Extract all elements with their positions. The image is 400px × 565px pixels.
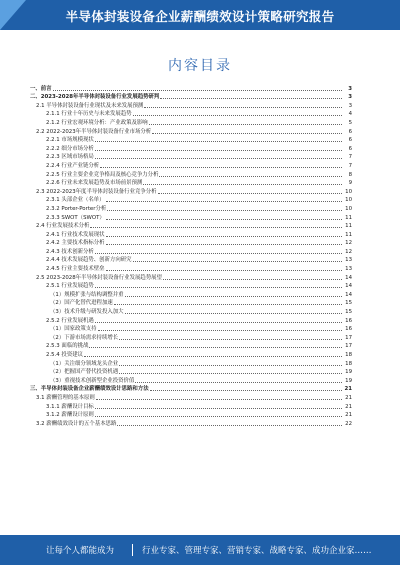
toc-entry[interactable]: [30, 110, 352, 119]
toc-entry[interactable]: [30, 393, 352, 402]
toc-entry-text: 2.4.4 技术发展趋势、创新方向研究: [46, 257, 132, 264]
report-title: 半导体封装设备企业薪酬绩效设计策略研究报告: [65, 9, 335, 24]
toc-leader-dots: [95, 322, 342, 323]
toc-page-number: 21: [345, 403, 352, 410]
toc-entry[interactable]: [30, 264, 352, 273]
toc-entry[interactable]: [30, 411, 352, 420]
toc-leader-dots: [135, 382, 342, 383]
toc-page-number: 19: [345, 377, 352, 384]
toc-page-number: 15: [345, 300, 352, 307]
toc-leader-dots: [95, 253, 342, 254]
toc-entry-text: 二、2023-2028年半导体封装设备行业发展趋势研判: [30, 94, 160, 101]
toc-entry-text: 2.5.2 行业发展机遇: [46, 317, 94, 324]
toc-leader-dots: [133, 261, 342, 262]
toc-entry-text: 2.4.2 主要技术指标分析: [46, 240, 105, 247]
toc-entry[interactable]: [30, 333, 352, 342]
toc-entry-text: 2.2.4 行业产业链分析: [46, 162, 100, 169]
toc-page-number: 13: [345, 266, 352, 273]
toc-page-number: 10: [345, 205, 352, 212]
toc-entry-text: 2.5.4 投资建议: [46, 352, 83, 358]
toc-entry[interactable]: [30, 290, 352, 299]
toc-entry[interactable]: [30, 187, 352, 196]
toc-leader-dots: [119, 339, 342, 340]
toc-entry[interactable]: [30, 101, 352, 110]
toc-page-number: 3: [348, 102, 352, 109]
toc-entry[interactable]: [30, 419, 352, 428]
toc-entry[interactable]: [30, 153, 352, 162]
header-banner: [0, 0, 400, 30]
toc-entry[interactable]: [30, 299, 352, 308]
toc-entry-text: 2.2.3 区域市场格局: [46, 154, 94, 161]
toc-page-number: 19: [345, 369, 352, 376]
toc-page-number: 18: [345, 352, 352, 358]
toc-page-number: 7: [348, 154, 352, 161]
toc-leader-dots: [96, 399, 342, 400]
toc-entry[interactable]: [30, 282, 352, 291]
toc-entry[interactable]: [30, 316, 352, 325]
toc-page-number: 5: [348, 119, 352, 126]
toc-page-number: 11: [345, 223, 352, 230]
toc-entry[interactable]: [30, 359, 352, 368]
toc-leader-dots: [90, 227, 342, 228]
toc-entry[interactable]: [30, 350, 352, 359]
toc-page-number: 16: [345, 317, 352, 324]
toc-page-number: 17: [345, 343, 352, 350]
toc-leader-dots: [150, 390, 342, 391]
toc-entry-text: 2.4.3 技术创新分析: [46, 248, 94, 255]
toc-page-number: 6: [348, 145, 352, 152]
toc-page-number: 9: [348, 180, 352, 187]
toc-entry-text: （1）关注细分领域龙头企业: [50, 360, 119, 367]
toc-leader-dots: [114, 304, 342, 305]
toc-entry-text: 2.2 2022-2023年半导体封装设备行业市场分析: [36, 128, 152, 135]
toc-page-number: 10: [345, 197, 352, 204]
toc-entry[interactable]: [30, 144, 352, 153]
toc-entry[interactable]: [30, 127, 352, 136]
footer-divider: [132, 544, 133, 556]
toc-leader-dots: [106, 270, 342, 271]
toc-page-number: 16: [345, 326, 352, 333]
toc-entry[interactable]: [30, 230, 352, 239]
toc-leader-dots: [95, 158, 342, 159]
table-of-contents: [30, 84, 352, 428]
toc-leader-dots: [95, 141, 342, 142]
toc-leader-dots: [95, 287, 342, 288]
toc-page-number: 14: [345, 274, 352, 281]
toc-leader-dots: [95, 416, 342, 417]
toc-leader-dots: [125, 296, 342, 297]
toc-entry[interactable]: [30, 368, 352, 377]
toc-entry[interactable]: [30, 239, 352, 248]
toc-page-number: 21: [345, 394, 352, 401]
toc-entry[interactable]: [30, 118, 352, 127]
toc-entry-text: 三、半导体封装设备企业薪酬绩效设计思路和方法: [30, 386, 149, 393]
toc-entry[interactable]: [30, 342, 352, 351]
toc-entry-text: 3.1.2 薪酬设计原则: [46, 412, 94, 419]
toc-leader-dots: [163, 279, 342, 280]
toc-leader-dots: [158, 193, 342, 194]
toc-entry-text: 2.1 半导体封装设备行业现状及未来发展预测: [36, 102, 144, 109]
toc-page-number: 15: [345, 309, 352, 316]
toc-page-number: 10: [345, 188, 352, 195]
toc-page-number: 6: [348, 137, 352, 144]
toc-page-number: 7: [348, 162, 352, 169]
toc-leader-dots: [133, 115, 342, 116]
toc-entry[interactable]: [30, 385, 352, 394]
toc-page-number: 13: [345, 257, 352, 264]
toc-entry[interactable]: [30, 161, 352, 170]
toc-entry-text: 2.3.1 头部企业（名单）: [46, 197, 105, 204]
toc-entry[interactable]: [30, 325, 352, 334]
toc-entry[interactable]: [30, 136, 352, 145]
toc-entry-text: 3.2 薪酬绩效设计的五个基本思路: [36, 420, 117, 427]
toc-leader-dots: [160, 98, 342, 99]
toc-page-number: 22: [345, 420, 352, 427]
toc-entry[interactable]: [30, 376, 352, 385]
toc-page-number: 12: [345, 240, 352, 247]
toc-page-number: 6: [348, 128, 352, 135]
toc-entry-text: （2）把握国产替代投资机遇: [50, 369, 119, 376]
toc-entry[interactable]: [30, 273, 352, 282]
toc-leader-dots: [98, 330, 342, 331]
toc-page-number: 12: [345, 248, 352, 255]
toc-entry-text: 2.3.2 Porter-Porter分析: [46, 205, 107, 212]
toc-entry-text: 2.4.1 行业技术发展现状: [46, 231, 105, 238]
toc-entry-text: 2.1.2 行业宏观环境分析：产业政策及影响: [46, 119, 148, 126]
toc-entry-text: 2.4 行业发展技术分析: [36, 223, 90, 230]
toc-leader-dots: [95, 408, 342, 409]
toc-leader-dots: [159, 176, 342, 177]
toc-entry[interactable]: [30, 204, 352, 213]
toc-page-number: 18: [345, 360, 352, 367]
toc-leader-dots: [106, 219, 342, 220]
toc-page-number: 17: [345, 334, 352, 341]
toc-entry[interactable]: [30, 93, 352, 102]
footer-slogan: 让每个人都能成为: [46, 546, 115, 556]
toc-page-number: 14: [345, 291, 352, 298]
toc-leader-dots: [106, 201, 342, 202]
toc-page-number: 4: [348, 111, 352, 118]
toc-entry-text: （2）下游市场需求持续增长: [50, 334, 119, 341]
toc-entry[interactable]: [30, 402, 352, 411]
toc-leader-dots: [53, 90, 342, 91]
toc-page-number: 11: [345, 231, 352, 238]
toc-leader-dots: [119, 365, 342, 366]
toc-page-number: 11: [345, 214, 352, 221]
toc-leader-dots: [117, 425, 342, 426]
toc-entry-text: 2.4.5 行业主要技术壁垒: [46, 266, 105, 273]
toc-entry-text: （1）规模扩张与结构调整并重: [50, 291, 124, 298]
toc-leader-dots: [107, 210, 342, 211]
toc-leader-dots: [149, 124, 342, 125]
toc-entry[interactable]: [30, 222, 352, 231]
toc-leader-dots: [152, 133, 342, 134]
toc-entry[interactable]: [30, 256, 352, 265]
toc-page-number: 8: [348, 171, 352, 178]
toc-leader-dots: [89, 347, 342, 348]
toc-page-number: 21: [345, 412, 352, 419]
toc-entry-text: 2.2.2 细分市场分析: [46, 145, 94, 152]
toc-entry[interactable]: [30, 213, 352, 222]
footer-roles: 行业专家、管理专家、营销专家、战略专家、成功企业家……: [142, 546, 372, 556]
toc-entry-text: 一、前言: [30, 85, 52, 92]
footer-banner: [0, 535, 400, 565]
toc-page-number: 3: [348, 94, 352, 101]
toc-entry[interactable]: [30, 179, 352, 188]
toc-leader-dots: [144, 107, 342, 108]
toc-page-number: 3: [348, 85, 352, 92]
toc-leader-dots: [106, 244, 342, 245]
toc-entry[interactable]: [30, 84, 352, 93]
toc-entry[interactable]: [30, 170, 352, 179]
toc-entry-text: 2.5 2023-2028年半导体封装设备行业发展趋势展望: [36, 274, 162, 281]
toc-leader-dots: [106, 236, 342, 237]
toc-entry-text: 2.5.3 面临的挑战: [46, 343, 89, 350]
toc-entry-text: 2.2.1 市场规模现状: [46, 137, 94, 144]
toc-entry-text: 2.3 2022-2023年度半导体封装设备行业竞争分析: [36, 188, 157, 195]
toc-page-number: 14: [345, 283, 352, 290]
toc-entry-text: （2）国产化替代进程加速: [50, 300, 113, 307]
toc-entry-text: 2.5.1 行业发展趋势: [46, 283, 94, 290]
toc-leader-dots: [100, 167, 342, 168]
toc-entry-text: 2.3.3 SWOT（SWOT）: [46, 214, 105, 221]
toc-heading: 内容目录: [168, 58, 232, 74]
toc-entry-text: （3）重视技术创新型企业投资价值: [50, 377, 135, 384]
toc-leader-dots: [95, 150, 342, 151]
toc-leader-dots: [84, 356, 342, 357]
toc-entry-text: （1）国家政策支持: [50, 326, 97, 333]
toc-entry[interactable]: [30, 196, 352, 205]
toc-entry-text: 3.1 薪酬管理的基本原则: [36, 394, 95, 401]
toc-leader-dots: [119, 373, 342, 374]
toc-leader-dots: [125, 313, 342, 314]
toc-entry-text: （3）技术升级与研发投入加大: [50, 309, 124, 316]
toc-entry-text: 2.2.6 行业未来发展趋势及市场前景预测: [46, 180, 143, 187]
toc-entry[interactable]: [30, 247, 352, 256]
toc-entry[interactable]: [30, 307, 352, 316]
toc-leader-dots: [143, 184, 342, 185]
toc-entry-text: 3.1.1 薪酬设计目标: [46, 403, 94, 410]
toc-entry-text: 2.2.5 行业主要企业竞争格局及核心竞争力分析: [46, 171, 159, 178]
toc-page-number: 21: [344, 386, 352, 393]
toc-entry-text: 2.1.1 行业十年历史与未来发展趋势: [46, 111, 132, 118]
